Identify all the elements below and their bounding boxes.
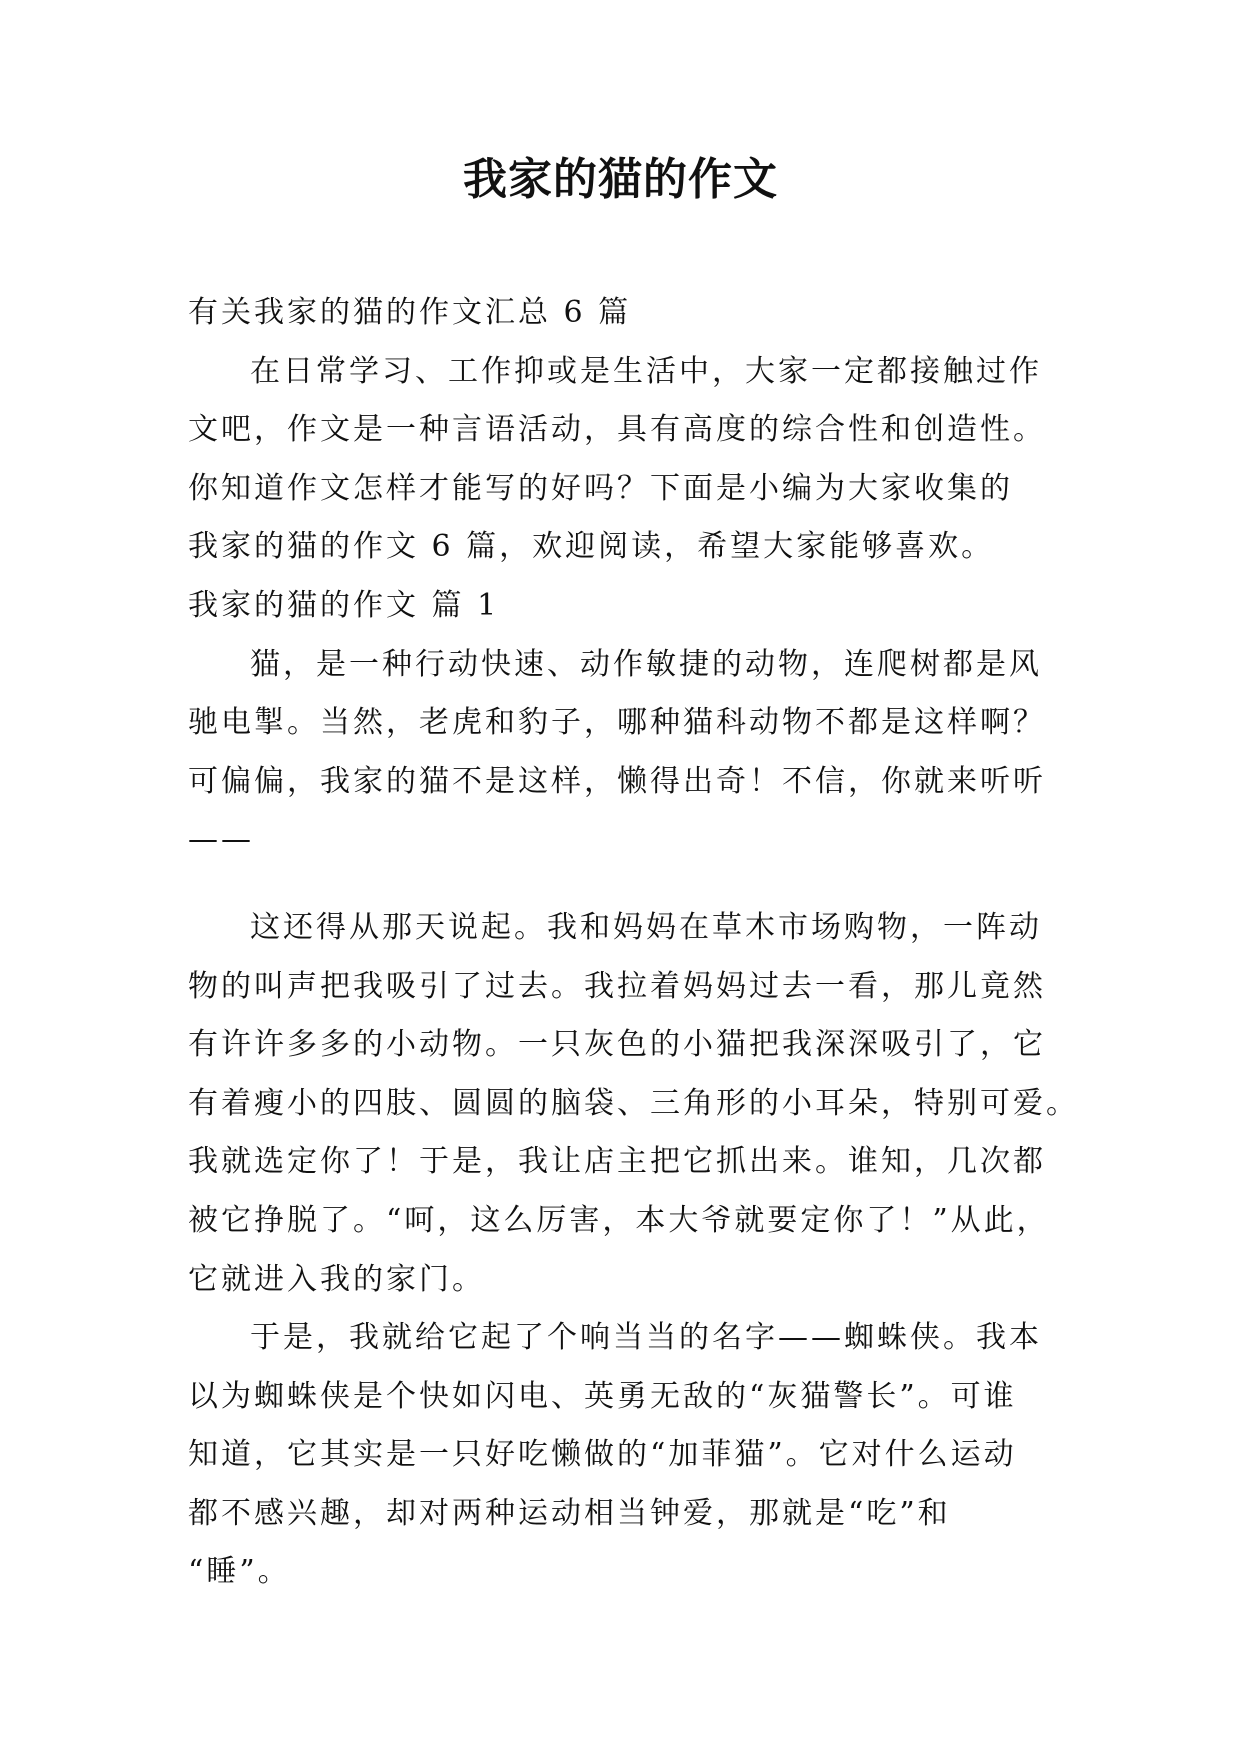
text-line: 在日常学习、工作抑或是生活中，大家一定都接触过作 xyxy=(250,353,1042,389)
text-line: 有关我家的猫的作文汇总 6 篇 xyxy=(188,295,632,330)
text-line: 被它挣脱了。“呵，这么厉害，本大爷就要定你了！”从此， xyxy=(188,1202,1050,1238)
text-line: 以为蜘蛛侠是个快如闪电、英勇无敌的“灰猫警长”。可谁 xyxy=(188,1378,1017,1414)
text-line: 有着瘦小的四肢、圆圆的脑袋、三角形的小耳朵，特别可爱。 xyxy=(188,1085,1079,1121)
text-line: 于是，我就给它起了个响当当的名字——蜘蛛侠。我本 xyxy=(250,1320,1042,1356)
text-line: 这还得从那天说起。我和妈妈在草木市场购物，一阵动 xyxy=(250,909,1042,945)
document-title: 我家的猫的作文 xyxy=(463,154,778,205)
paragraph-gap xyxy=(188,870,1058,899)
text-line: 我家的猫的作文 篇 1 xyxy=(188,587,500,623)
text-line: 物的叫声把我吸引了过去。我拉着妈妈过去一看，那儿竟然 xyxy=(188,968,1046,1004)
text-line: 它就进入我的家门。 xyxy=(188,1261,485,1297)
text-line: —— xyxy=(188,822,254,858)
text-line: 我就选定你了！于是，我让店主把它抓出来。谁知，几次都 xyxy=(188,1144,1046,1180)
document-body xyxy=(188,284,1079,1602)
text-line: 你知道作文怎样才能写的好吗？下面是小编为大家收集的 xyxy=(188,470,1013,506)
text-line: 可偏偏，我家的猫不是这样，懒得出奇！不信，你就来听听 xyxy=(188,763,1046,799)
text-line: 文吧，作文是一种言语活动，具有高度的综合性和创造性。 xyxy=(188,412,1046,448)
text-line: “睡”。 xyxy=(188,1554,291,1590)
text-line: 有许许多多的小动物。一只灰色的小猫把我深深吸引了，它 xyxy=(188,1027,1046,1063)
text-line: 猫，是一种行动快速、动作敏捷的动物，连爬树都是风 xyxy=(250,646,1042,682)
text-line: 我家的猫的作文 6 篇，欢迎阅读，希望大家能够喜欢。 xyxy=(188,529,995,565)
text-line: 知道，它其实是一只好吃懒做的“加菲猫”。它对什么运动 xyxy=(188,1437,1017,1473)
text-line: 驰电掣。当然，老虎和豹子，哪种猫科动物不都是这样啊？ xyxy=(188,705,1046,741)
text-line: 都不感兴趣，却对两种运动相当钟爱，那就是“吃”和 xyxy=(188,1495,951,1531)
